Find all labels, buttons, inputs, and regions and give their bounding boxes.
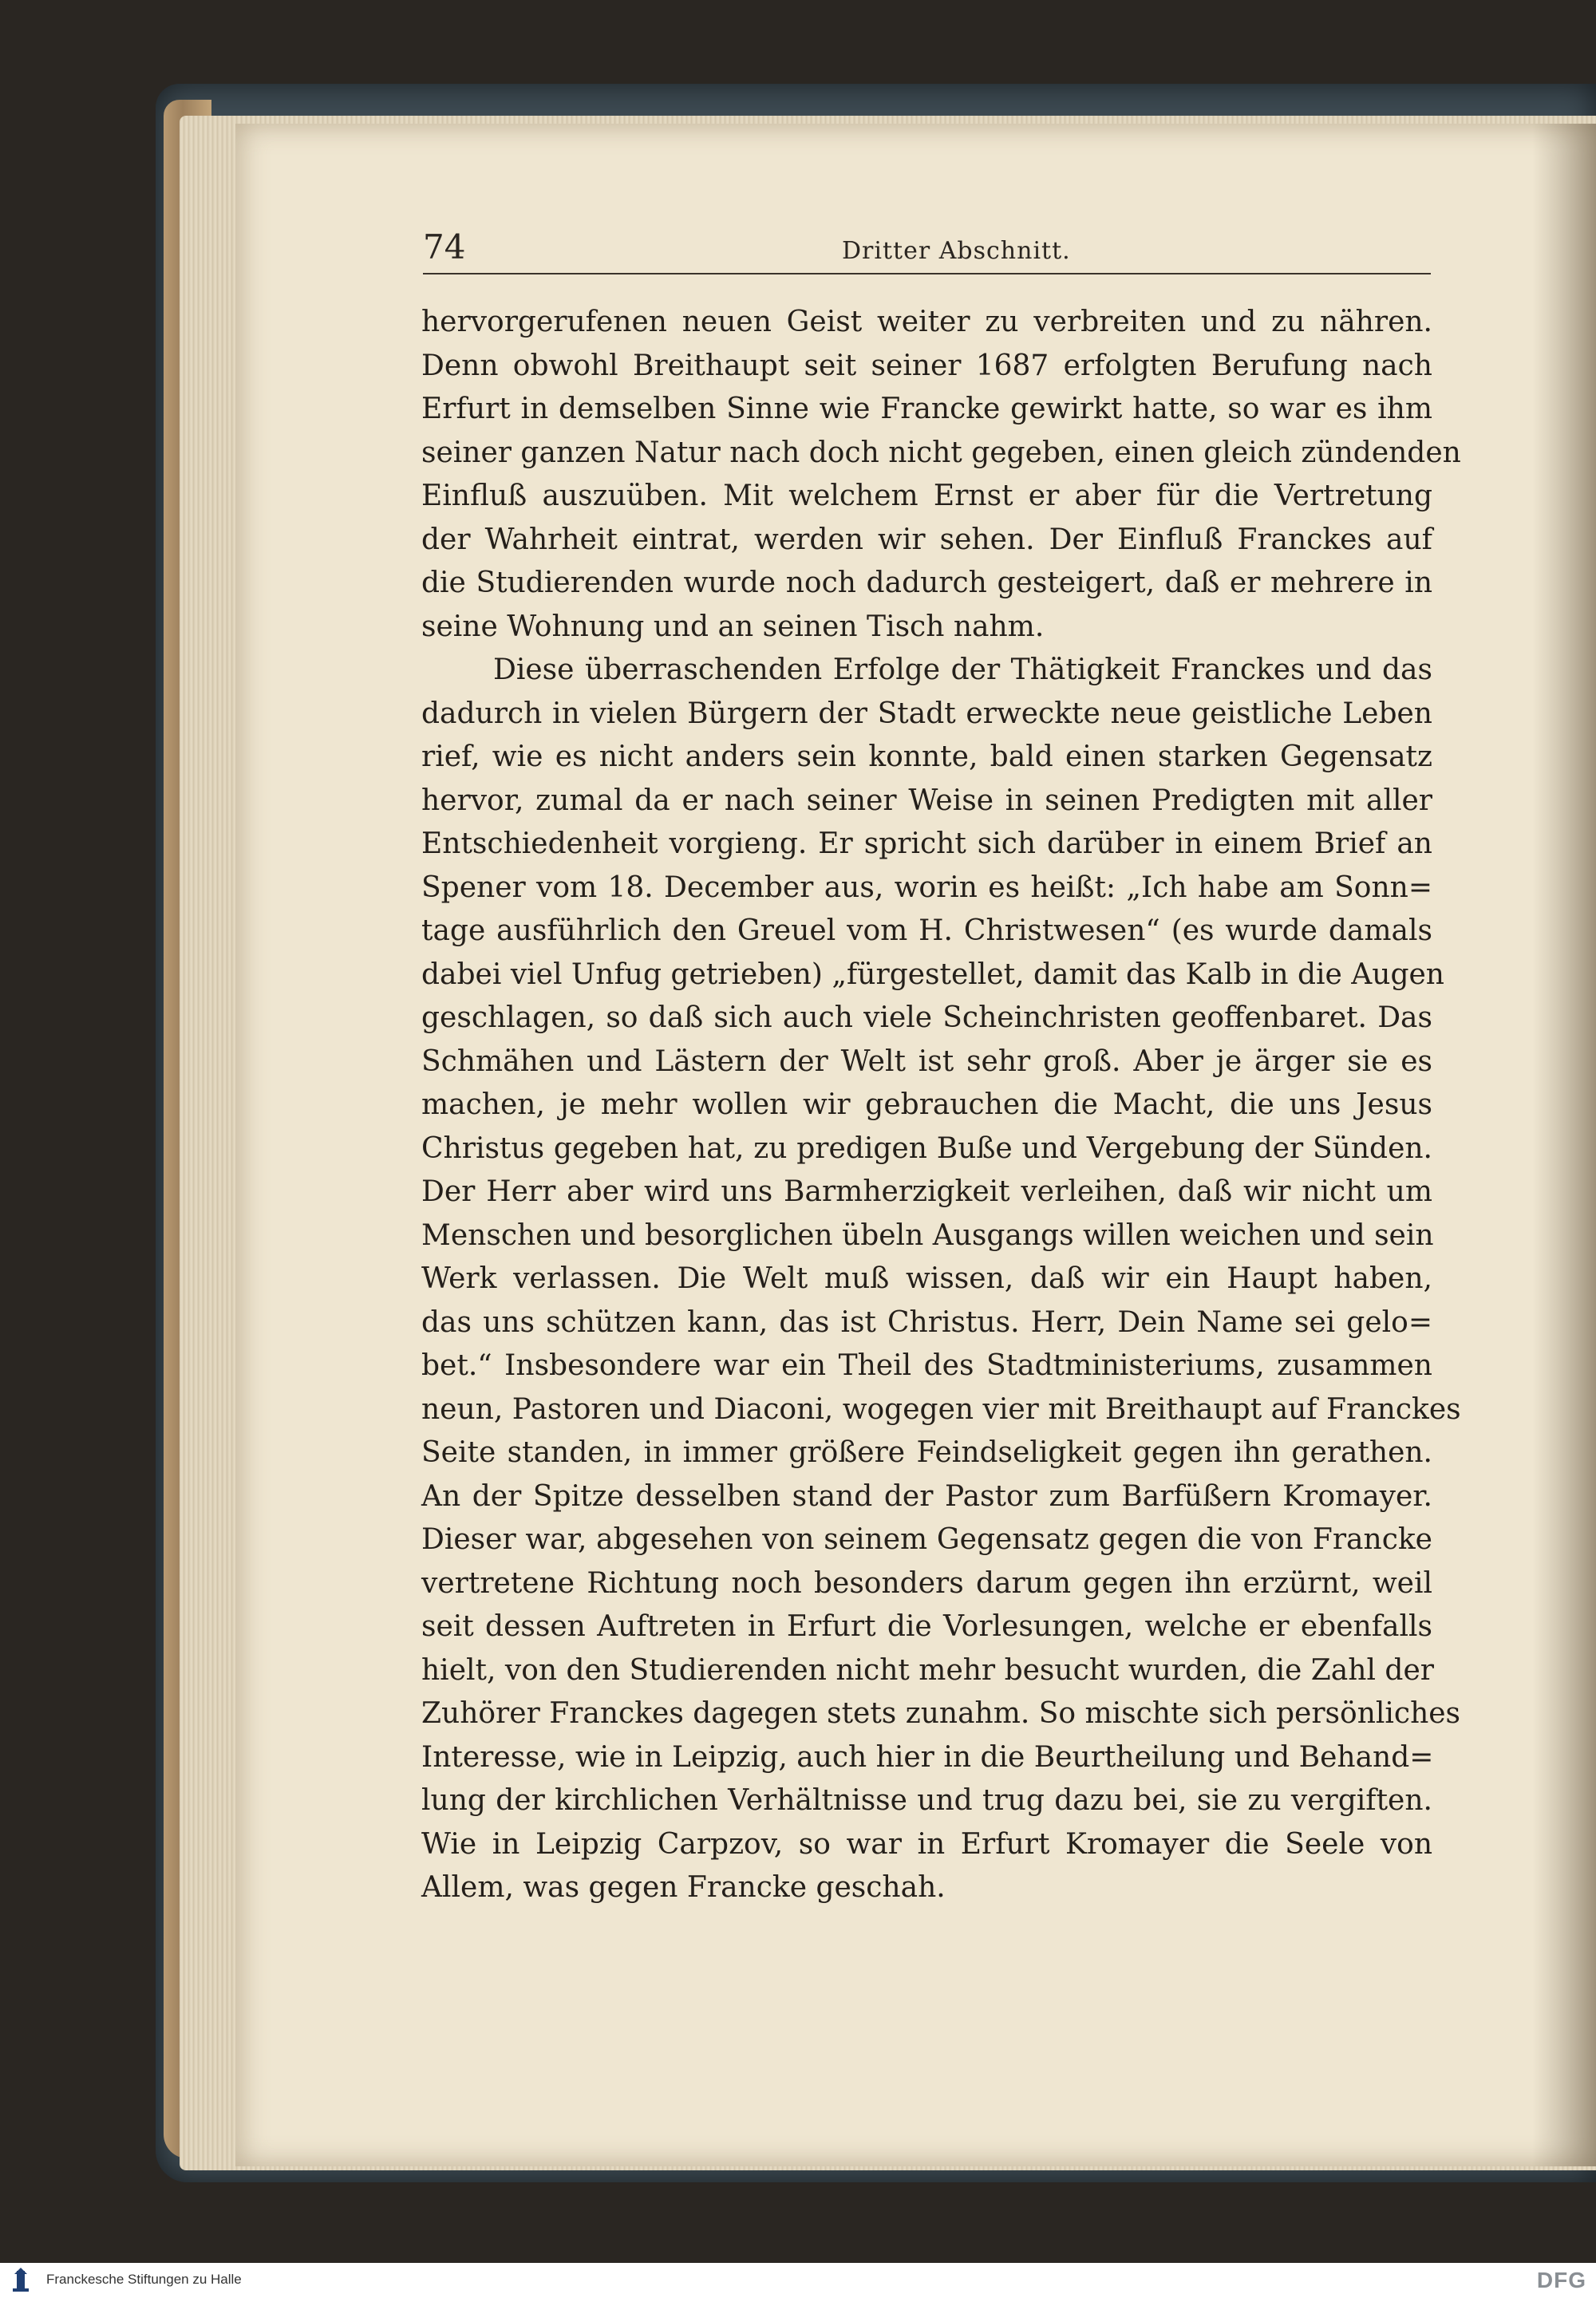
book-page (235, 124, 1596, 2166)
text-line: Der Herr aber wird uns Barmherzigkeit verleihen, daß wir nicht um (421, 1175, 1432, 1208)
spine-shadow (1532, 124, 1596, 2166)
text-line: bet.“ Insbesondere war ein Theil des Stadtministeriums, zusammen (421, 1349, 1432, 1382)
text-line: Seite standen, in immer größere Feindseligkeit gegen ihn gerathen. (421, 1436, 1432, 1469)
text-line: Interesse, wie in Leipzig, auch hier in die Beurtheilung und Behand= (421, 1740, 1434, 1774)
text-line: der Wahrheit eintrat, werden wir sehen. Der Einfluß Franckes auf (421, 523, 1432, 556)
text-line: geschlagen, so daß sich auch viele Scheinchristen geoffenbaret. Das (421, 1001, 1432, 1034)
text-line: Christus gegeben hat, zu predigen Buße und Vergebung der Sünden. (421, 1131, 1432, 1165)
text-line: Werk verlassen. Die Welt muß wissen, daß wir ein Haupt haben, (421, 1262, 1432, 1295)
text-line: seine Wohnung und an seinen Tisch nahm. (421, 610, 1045, 643)
text-line: dabei viel Unfug getrieben) „fürgestellet, damit das Kalb in die Augen (421, 958, 1444, 991)
text-line: das uns schützen kann, das ist Christus. Herr, Dein Name sei gelo= (421, 1305, 1432, 1339)
text-line: lung der kirchlichen Verhältnisse und trug dazu bei, sie zu vergiften. (421, 1784, 1432, 1817)
page-header (423, 223, 1431, 274)
text-line: tage ausführlich den Greuel vom H. Christwesen“ (es wurde damals (421, 914, 1432, 947)
text-line: An der Spitze desselben stand der Pastor zum Barfüßern Kromayer. (421, 1479, 1432, 1513)
text-line: Allem, was gegen Francke geschah. (421, 1871, 946, 1904)
text-line: hervor, zumal da er nach seiner Weise in seinen Predigten mit aller (421, 784, 1432, 817)
footer-institution: Franckesche Stiftungen zu Halle (46, 2272, 242, 2287)
text-line: Diese überraschenden Erfolge der Thätigkeit Franckes und das (493, 653, 1432, 686)
text-line: Entschiedenheit vorgieng. Er spricht sich darüber in einem Brief an (421, 827, 1432, 860)
viewer-footer (0, 2263, 1596, 2298)
text-line: hielt, von den Studierenden nicht mehr besucht wurden, die Zahl der (421, 1653, 1434, 1687)
running-head: Dritter Abschnitt. (842, 237, 1071, 265)
text-line: Menschen und besorglichen übeln Ausgangs willen weichen und sein (421, 1218, 1434, 1252)
text-line: Schmähen und Lästern der Welt ist sehr groß. Aber je ärger sie es (421, 1044, 1432, 1078)
text-line: rief, wie es nicht anders sein konnte, bald einen starken Gegensatz (421, 740, 1432, 773)
text-line: Denn obwohl Breithaupt seit seiner 1687 erfolgten Berufung nach (421, 349, 1432, 382)
text-line: Dieser war, abgesehen von seinem Gegensatz gegen die von Francke (421, 1523, 1432, 1556)
text-line: die Studierenden wurde noch dadurch gesteigert, daß er mehrere in (421, 567, 1432, 599)
dfg-logo: DFG (1536, 2268, 1586, 2292)
body-text (421, 301, 1461, 1910)
text-line: dadurch in vielen Bürgern der Stadt erweckte neue geistliche Leben (421, 697, 1432, 730)
text-line: Zuhörer Franckes dagegen stets zunahm. So mischte sich persönliches (421, 1697, 1461, 1730)
text-line: Spener vom 18. December aus, worin es heißt: „Ich habe am Sonn= (421, 871, 1432, 904)
text-line: Einfluß auszuüben. Mit welchem Ernst er aber für die Vertretung (421, 480, 1432, 512)
text-line: Erfurt in demselben Sinne wie Francke gewirkt hatte, so war es ihm (421, 393, 1432, 425)
text-line: machen, je mehr wollen wir gebrauchen die Macht, die uns Jesus (421, 1088, 1432, 1121)
text-line: vertretene Richtung noch besonders darum gegen ihn erzürnt, weil (421, 1566, 1432, 1600)
page-number: 74 (423, 227, 466, 267)
franckesche-stiftungen-logo-icon (5, 2268, 37, 2295)
text-line: neun, Pastoren und Diaconi, wogegen vier mit Breithaupt auf Franckes (421, 1392, 1461, 1426)
text-line: seit dessen Auftreten in Erfurt die Vorlesungen, welche er ebenfalls (421, 1610, 1432, 1643)
text-line: hervorgerufenen neuen Geist weiter zu verbreiten und zu nähren. (421, 306, 1432, 338)
text-line: Wie in Leipzig Carpzov, so war in Erfurt Kromayer die Seele von (421, 1827, 1432, 1861)
text-line: seiner ganzen Natur nach doch nicht gegeben, einen gleich zündenden (421, 436, 1461, 469)
